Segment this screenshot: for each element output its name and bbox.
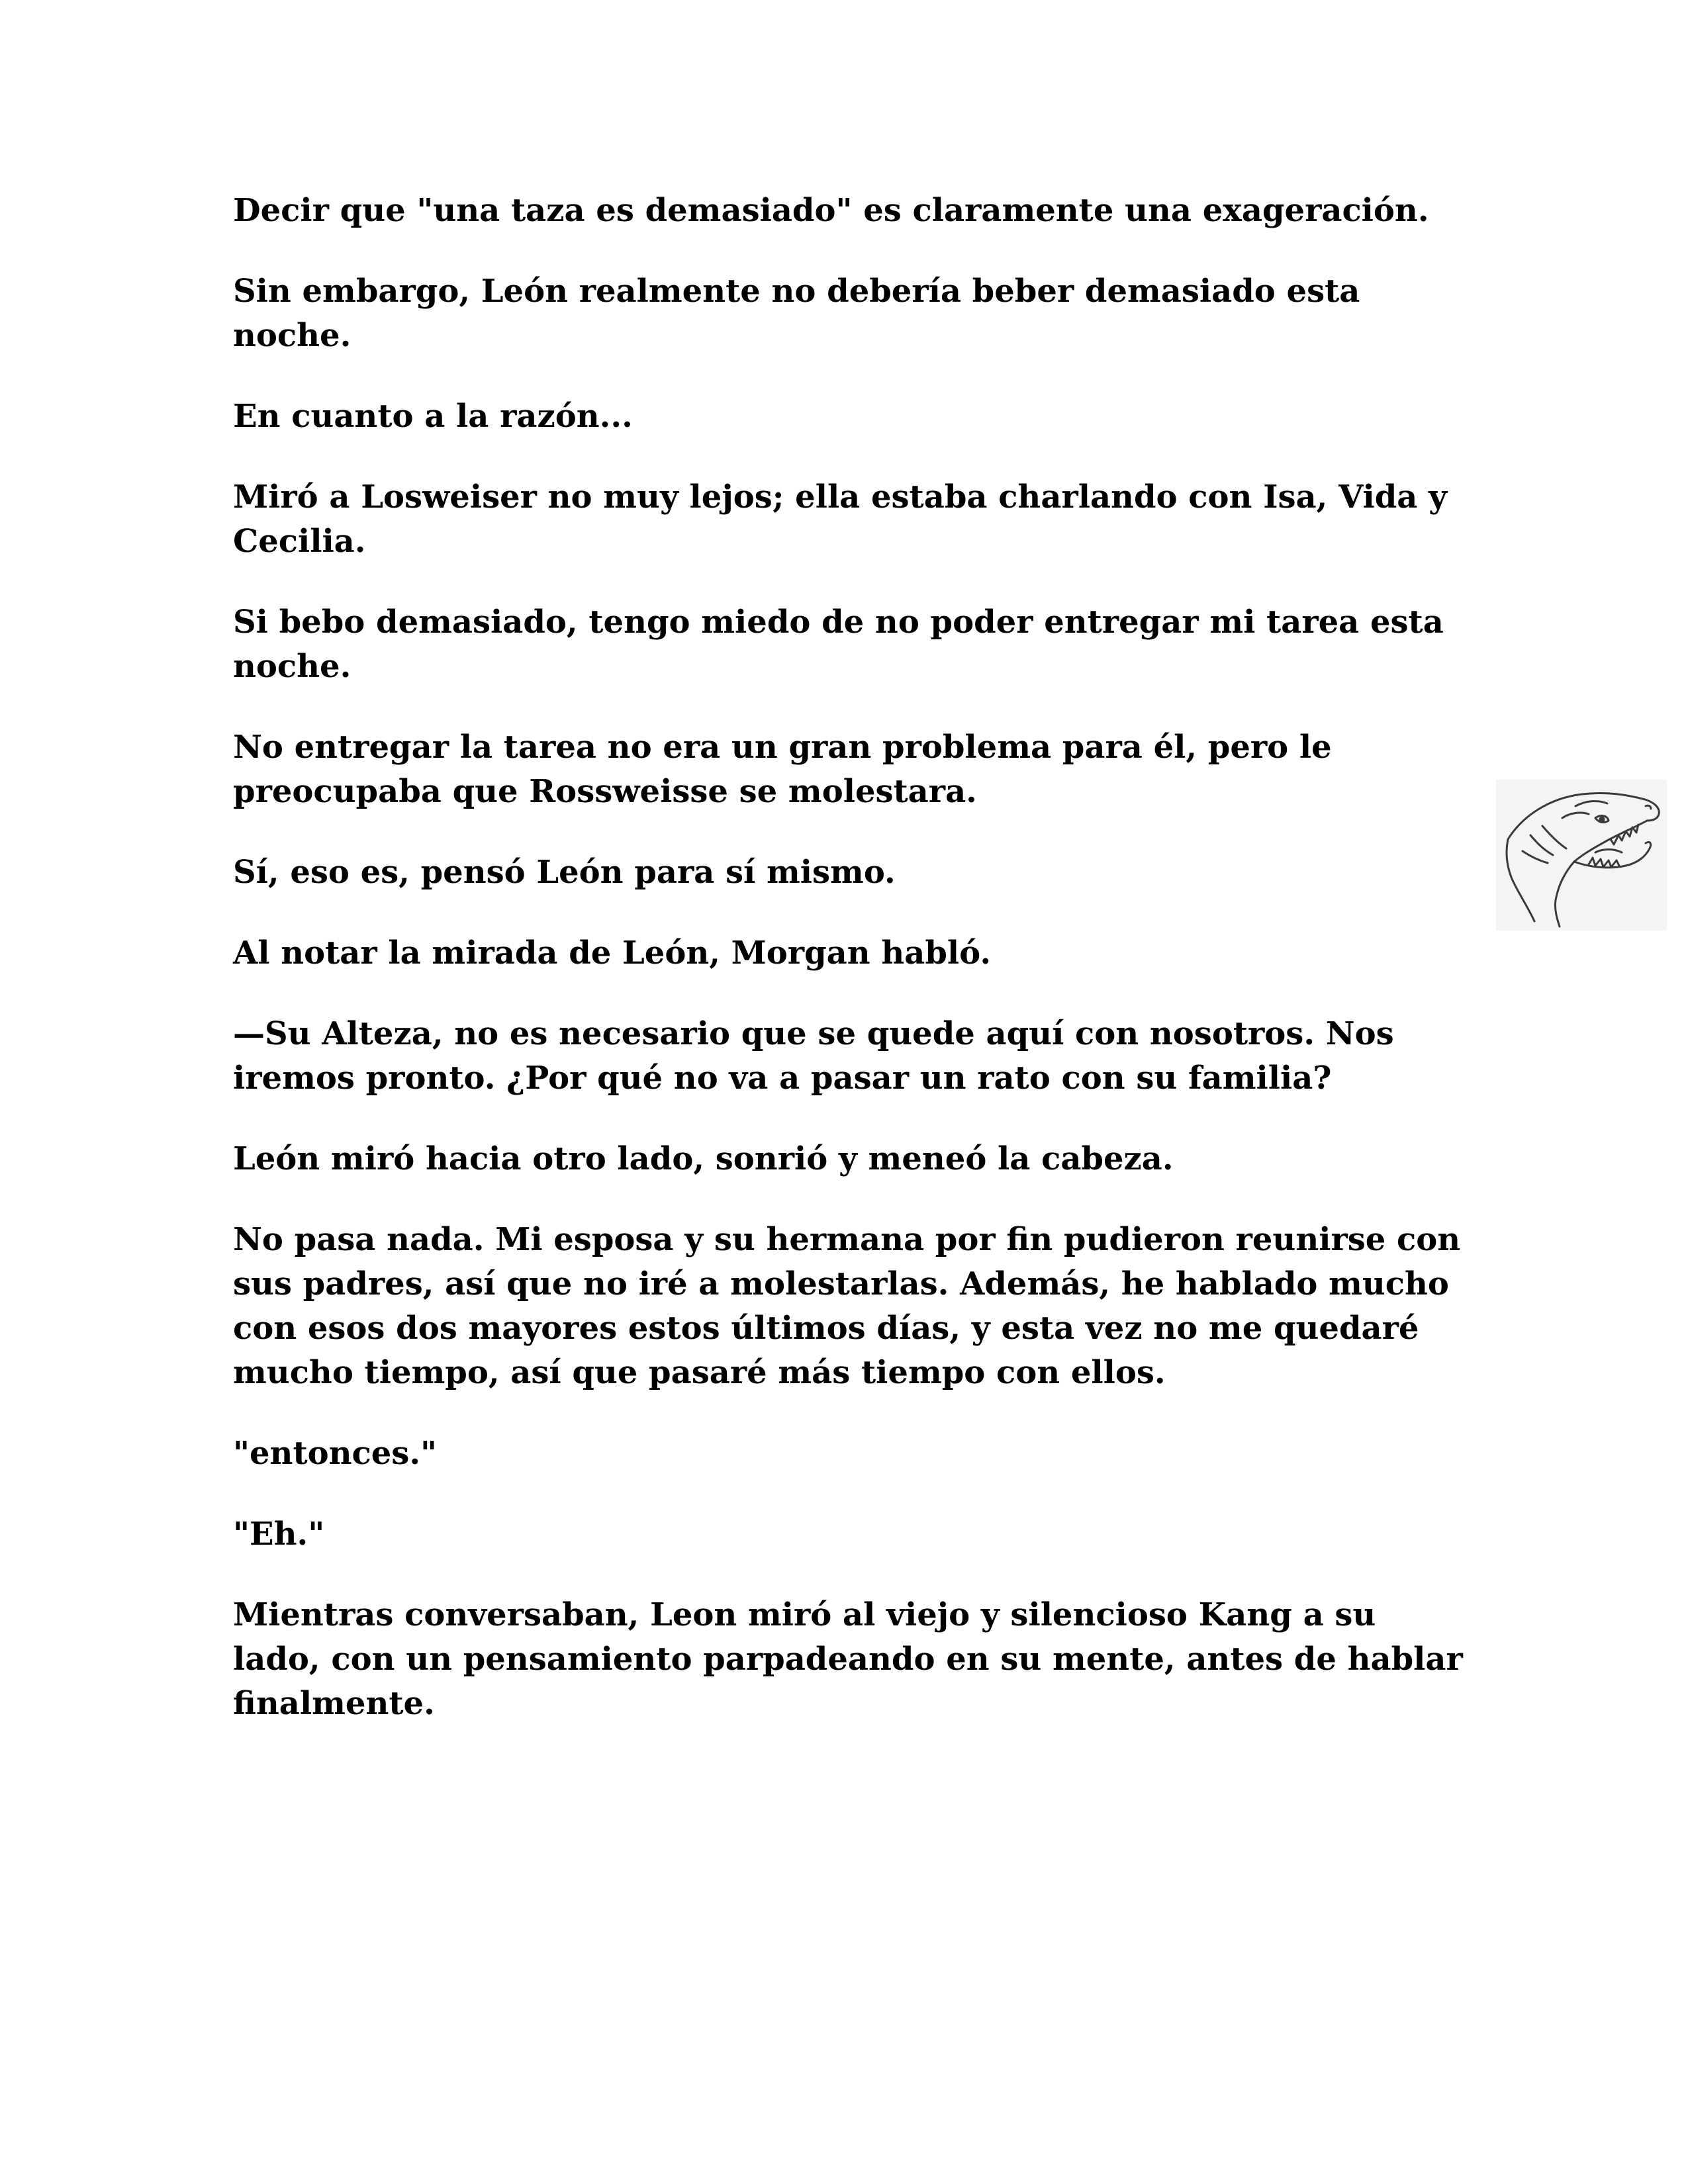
dinosaur-head-icon — [1496, 780, 1667, 931]
paragraph: —Su Alteza, no es necesario que se quede aquí con nosotros. Nos iremos pronto. ¿Por qué no va a pasar un rato con su familia? — [233, 1015, 1394, 1097]
paragraph: "entonces." — [233, 1435, 438, 1472]
paragraph: "Eh." — [233, 1516, 325, 1553]
paragraph: Si bebo demasiado, tengo miedo de no poder entregar mi tarea esta noche. — [233, 604, 1444, 685]
paragraph: En cuanto a la razón... — [233, 398, 633, 435]
paragraph: Miró a Losweiser no muy lejos; ella estaba charlando con Isa, Vida y Cecilia. — [233, 478, 1447, 560]
paragraph: León miró hacia otro lado, sonrió y meneó la cabeza. — [233, 1140, 1174, 1177]
paragraph: No entregar la tarea no era un gran problema para él, pero le preocupaba que Rossweisse se molestara. — [233, 729, 1332, 810]
paragraph: No pasa nada. Mi esposa y su hermana por fin pudieron reunirse con sus padres, así que no iré a molestarlas. Además, he hablado mucho con esos dos mayores estos últimos días, y esta vez no me quedaré mucho tiempo, así que pasaré más tiempo con ellos. — [233, 1221, 1461, 1391]
paragraph: Sí, eso es, pensó León para sí mismo. — [233, 854, 896, 891]
paragraph: Sin embargo, León realmente no debería beber demasiado esta noche. — [233, 273, 1360, 354]
paragraph: Mientras conversaban, Leon miró al viejo y silencioso Kang a su lado, con un pensamiento parpadeando en su mente, antes de hablar finalmente. — [233, 1596, 1463, 1722]
paragraph: Al notar la mirada de León, Morgan habló. — [233, 934, 992, 972]
paragraph: Decir que "una taza es demasiado" es claramente una exageración. — [233, 192, 1429, 229]
document-body — [233, 189, 1464, 1762]
